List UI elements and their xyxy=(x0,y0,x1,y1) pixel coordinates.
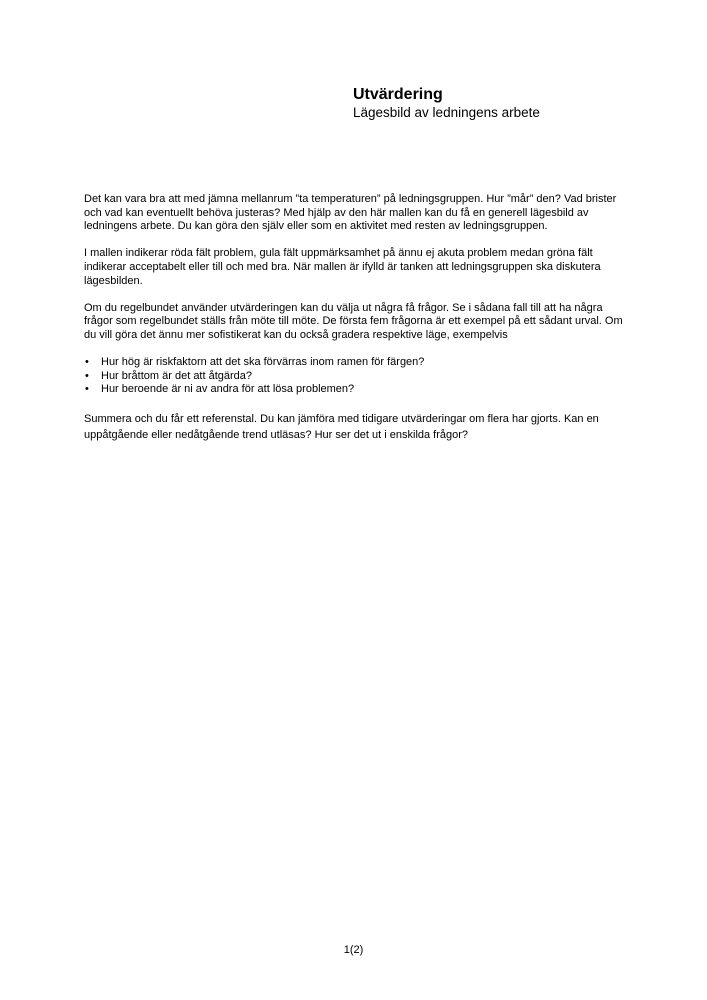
bullet-item xyxy=(84,370,624,384)
bullet-icon: • xyxy=(85,369,89,382)
bullet-item xyxy=(84,356,624,370)
bullet-text: Hur bråttom är det att åtgärda? xyxy=(101,369,253,382)
page-title: Utvärdering xyxy=(353,86,443,103)
bullet-icon: • xyxy=(85,356,89,369)
bullet-item xyxy=(84,383,624,397)
paragraph-colors: I mallen indikerar röda fält problem, gula fält uppmärksamhet på ännu ej akuta problem medan gröna fält indikerar acceptabelt eller till och med bra. När mallen är ifylld är tanken att ledningsgruppen ska diskutera lägesbilden. xyxy=(84,247,601,287)
paragraph-intro: Det kan vara bra att med jämna mellanrum ”ta temperaturen” på ledningsgruppen. Hur ”mår” den? Vad brister och vad kan eventuellt behöva justeras? Med hjälp av den här mallen kan du få en generell lägesbild av ledningens arbete. Du kan göra den själv eller som en aktivitet med resten av ledningsgruppen. xyxy=(84,193,617,233)
paragraph-summary: Summera och du får ett referenstal. Du kan jämföra med tidigare utvärderingar om flera har gjorts. Kan en uppåtgående eller nedåtgående trend utläsas? Hur ser det ut i enskilda frågor? xyxy=(84,412,599,441)
paragraph-regular-use: Om du regelbundet använder utvärderingen kan du välja ut några få frågor. Se i sådana fall till att ha några frågor som regelbundet ställs från möte till möte. De första fem frågorna är ett exempel på ett sådant urval. Om du vill göra det ännu mer sofistikerat kan du också gradera respektive läge, exempelvis xyxy=(84,301,623,341)
document-body xyxy=(84,193,624,443)
bullet-list xyxy=(84,356,624,397)
page-number: 1(2) xyxy=(343,944,364,956)
bullet-icon: • xyxy=(85,383,89,396)
page-subtitle: Lägesbild av ledningens arbete xyxy=(353,105,540,120)
title-block xyxy=(353,85,673,121)
bullet-text: Hur hög är riskfaktorn att det ska förvärras inom ramen för färgen? xyxy=(101,356,425,369)
bullet-text: Hur beroende är ni av andra för att lösa problemen? xyxy=(101,383,355,396)
